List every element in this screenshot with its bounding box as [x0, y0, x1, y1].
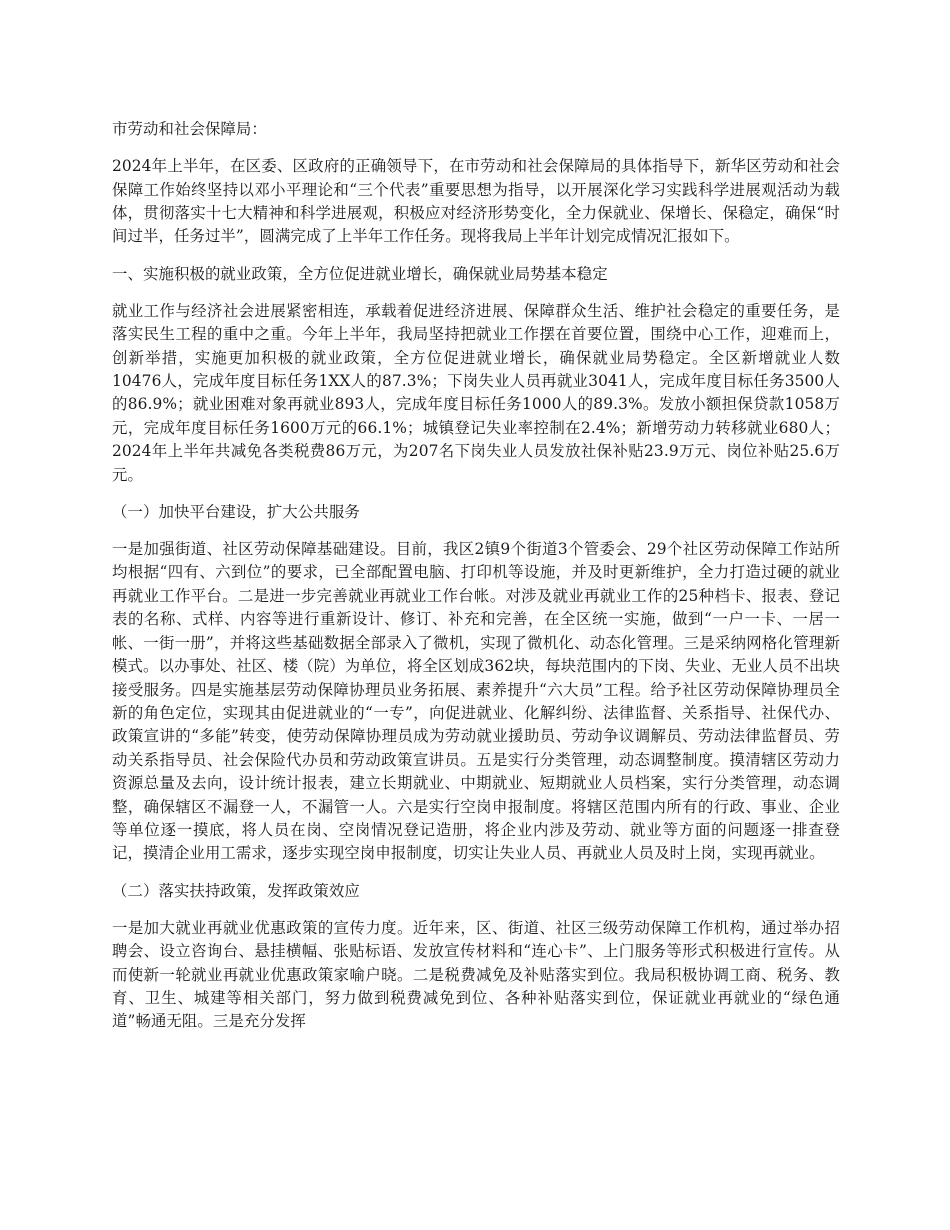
- policy-paragraph: 一是加大就业再就业优惠政策的宣传力度。近年来，区、街道、社区三级劳动保障工作机构，通过举办招聘会、设立咨询台、悬挂横幅、张贴标语、发放宣传材料和“连心卡”、上门服务等形式积极进行宣传。从而使新一轮就业再就业优惠政策家喻户晓。二是税费减免及补贴落实到位。我局积极协调工商、税务、教育、卫生、城建等相关部门，努力做到税费减免到位、各种补贴落实到位，保证就业再就业的“绿色通道”畅通无阻。三是充分发挥: [112, 918, 840, 1031]
- salutation: 市劳动和社会保障局：: [112, 120, 267, 138]
- employment-stats-paragraph: 就业工作与经济社会进展紧密相连，承载着促进经济进展、保障群众生活、维护社会稳定的重要任务，是落实民生工程的重中之重。今年上半年，我局坚持把就业工作摆在首要位置，围绕中心工作，迎难而上，创新举措，实施更加积极的就业政策，全方位促进就业增长，确保就业局势稳定。全区新增就业人数10476人，完成年度目标任务1XX人的87.3%；下岗失业人员再就业3041人，完成年度目标任务3500人的86.9%；就业困难对象再就业893人，完成年度目标任务1000人的89.3%。发放小额担保贷款1058万元，完成年度目标任务1600万元的66.1%；城镇登记失业率控制在2.4%；新增劳动力转移就业680人； 2024年上半年共减免各类税费86万元，为207名下岗失业人员发放社保补贴23.9万元、岗位补贴25.6万元。: [112, 301, 840, 484]
- subsection-heading-1: （一）加快平台建设，扩大公共服务: [112, 502, 360, 521]
- platform-building-paragraph: 一是加强街道、社区劳动保障基础建设。目前，我区2镇9个街道3个管委会、29个社区劳动保障工作站所均根据“四有、六到位”的要求，已全部配置电脑、打印机等设施，并及时更新维护，全力打造过硬的就业再就业工作平台。二是进一步完善就业再就业工作台帐。对涉及就业再就业工作的25种档卡、报表、登记表的名称、式样、内容等进行重新设计、修订、补充和完善，在全区统一实施，做到“一户一卡、一居一帐、一街一册”，并将这些基础数据全部录入了微机，实现了微机化、动态化管理。三是采纳网格化管理新模式。以办事处、社区、楼（院）为单位，将全区划成362块，每块范围内的下岗、失业、无业人员不出块接受服务。四是实施基层劳动保障协理员业务拓展、素养提升“六大员”工程。给予社区劳动保障协理员全新的角色定位，实现其由促进就业的“一专”，向促进就业、化解纠纷、法律监督、关系指导、社保代办、政策宣讲的“多能”转变，使劳动保障协理员成为劳动就业援助员、劳动争议调解员、劳动法律监督员、劳动关系指导员、社会保险代办员和劳动政策宣讲员。五是实行分类管理，动态调整制度。摸清辖区劳动力资源总量及去向，设计统计报表，建立长期就业、中期就业、短期就业人员档案，实行分类管理，动态调整，确保辖区不漏登一人，不漏管一人。六是实行空岗申报制度。将辖区范围内所有的行政、事业、企业等单位逐一摸底，将人员在岗、空岗情况登记造册，将企业内涉及劳动、就业等方面的问题逐一排查登记，摸清企业用工需求，逐步实现空岗申报制度，切实让失业人员、再就业人员及时上岗，实现再就业。: [112, 540, 840, 863]
- subsection-heading-2: （二）落实扶持政策，发挥政策效应: [112, 881, 360, 900]
- document-body: [112, 118, 840, 1048]
- section-heading-1: 一、实施积极的就业政策，全方位促进就业增长，确保就业局势基本稳定: [112, 264, 608, 283]
- intro-paragraph: 2024年上半年，在区委、区政府的正确领导下，在市劳动和社会保障局的具体指导下，新华区劳动和社会保障工作始终坚持以邓小平理论和“三个代表”重要思想为指导，以开展深化学习实践科学进展观活动为载体，贯彻落实十七大精神和科学进展观，积极应对经济形势变化，全力保就业、保增长、保稳定，确保“时间过半，任务过半”，圆满完成了上半年工作任务。现将我局上半年计划完成情况汇报如下。: [112, 157, 840, 246]
